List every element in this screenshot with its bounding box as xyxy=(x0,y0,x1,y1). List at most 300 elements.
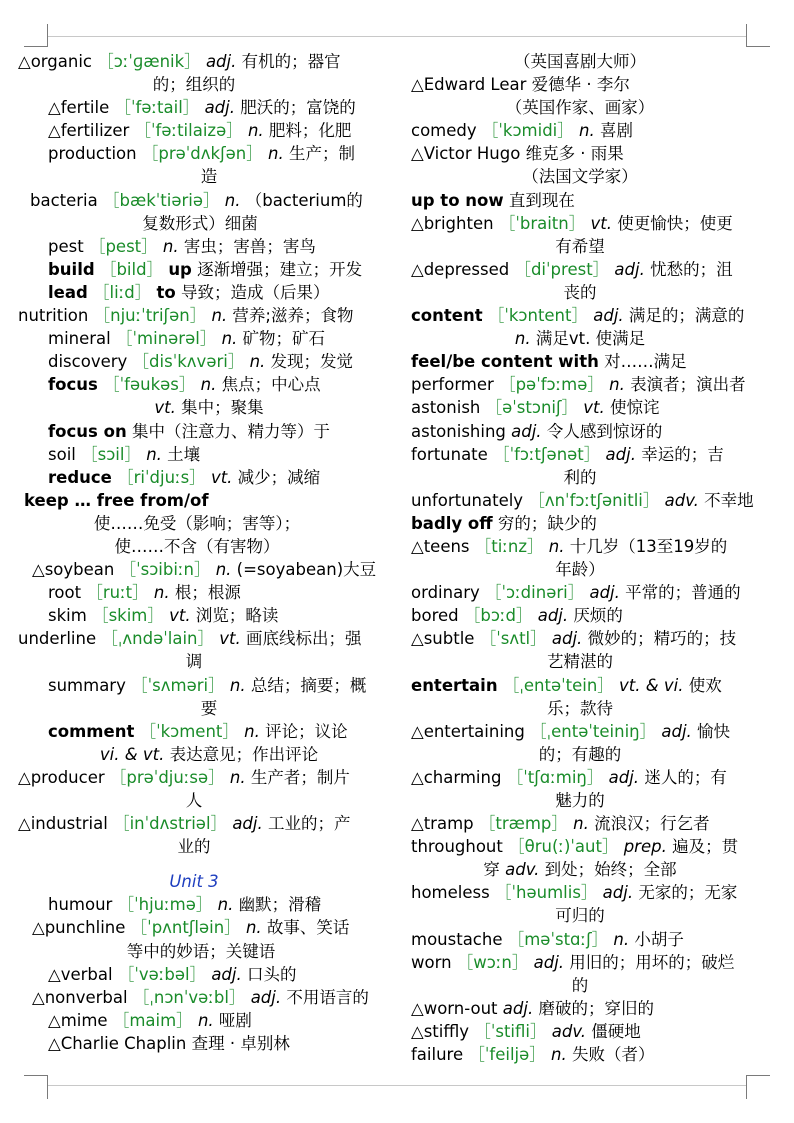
definition: 减少；减缩 xyxy=(237,467,321,487)
definition: 平常的；普通的 xyxy=(625,583,741,603)
part-of-speech: adj. xyxy=(511,421,542,441)
definition-continued xyxy=(411,327,749,350)
definition: 肥沃的；富饶的 xyxy=(240,98,356,118)
entry-head xyxy=(411,883,737,902)
part-of-speech: adj. xyxy=(602,883,634,903)
triangle-icon: △ xyxy=(48,1010,61,1030)
headword: unfortunately xyxy=(411,490,524,510)
entry-head xyxy=(30,191,363,210)
entry-head xyxy=(411,814,710,833)
part-of-speech: adj. xyxy=(614,259,645,279)
part-of-speech: adj. xyxy=(204,98,235,118)
definition: 使更愉快；使更 xyxy=(617,213,733,233)
crop-mark-bottom-left-v xyxy=(47,1075,48,1099)
part-of-speech: vt. & vi. xyxy=(619,675,684,695)
phonetic: ［bɔːd］ xyxy=(463,606,533,626)
entry-head xyxy=(48,237,316,256)
definition: 总结；摘要；概 xyxy=(250,675,367,695)
phonetic: ［ˈfəːtilaizə］ xyxy=(134,121,243,141)
headword: production xyxy=(48,144,137,164)
definition-continued xyxy=(411,558,749,581)
headword: nutrition xyxy=(18,306,89,326)
definition: 逐渐增强；建立；开发 xyxy=(197,259,363,279)
headword: throughout xyxy=(411,837,503,857)
headword: industrial xyxy=(30,814,108,834)
definition: 幽默；滑稽 xyxy=(238,895,322,915)
headword: performer xyxy=(411,375,494,395)
entry-head xyxy=(48,676,366,695)
definition: 满足的；满意的 xyxy=(628,306,745,326)
definition-continued xyxy=(411,281,749,304)
phonetic: ［ʌnˈfɔːtʃənitli］ xyxy=(528,490,660,510)
headword-particle: up xyxy=(168,259,192,279)
part-of-speech: n. xyxy=(245,918,262,938)
definition: 僵硬地 xyxy=(591,1021,641,1041)
part-of-speech: adj. xyxy=(205,52,237,71)
entry-head xyxy=(411,144,624,163)
definition: 有机的；器官 xyxy=(241,52,341,71)
entry-mineral xyxy=(18,327,370,350)
phonetic: ［disˈkʌvəri］ xyxy=(132,352,245,372)
definition-continued xyxy=(18,789,370,812)
entry-head xyxy=(411,722,730,741)
headword: comment xyxy=(48,721,135,741)
entry-head xyxy=(18,306,353,325)
part-of-speech: n. xyxy=(613,929,630,949)
headword: pest xyxy=(48,236,84,256)
definition: 发现；发觉 xyxy=(270,352,354,372)
entry-organic xyxy=(18,50,370,96)
crop-mark-top-right-h xyxy=(746,46,770,47)
headword: moustache xyxy=(411,929,503,949)
entry-performer xyxy=(411,373,749,396)
entry-head xyxy=(18,814,350,833)
entry-content xyxy=(411,304,749,350)
headword: entertaining xyxy=(423,721,525,741)
entry-summary xyxy=(18,674,370,720)
phonetic: ［ˈfəukəs］ xyxy=(103,375,196,395)
headword: skim xyxy=(48,606,87,626)
definition-continued xyxy=(411,743,749,766)
entry-entertain xyxy=(411,674,749,720)
phonetic: ［maim］ xyxy=(112,1010,193,1030)
entry-humour xyxy=(18,893,370,916)
headword: producer xyxy=(30,767,105,787)
entry-moustache xyxy=(411,928,749,951)
definition: 根；根源 xyxy=(174,583,241,603)
entry-entertaining xyxy=(411,720,749,766)
definition: 哑剧 xyxy=(218,1010,252,1030)
phonetic: ［ˈstifli］ xyxy=(474,1021,547,1041)
part-of-speech: adj. xyxy=(593,306,624,326)
triangle-icon: △ xyxy=(411,767,424,787)
entry-head xyxy=(411,306,744,325)
phonetic: ［ˈsɔibiːn］ xyxy=(119,560,211,580)
definition-2: 表达意见；作出评论 xyxy=(169,744,319,764)
phonetic: ［ˈminərəl］ xyxy=(116,329,217,349)
part-of-speech: vt. xyxy=(583,398,605,418)
continued-line: （英国喜剧大师） xyxy=(514,52,646,71)
triangle-icon: △ xyxy=(48,1033,61,1053)
headword: failure xyxy=(411,1045,464,1065)
entry-unfortunately xyxy=(411,489,754,512)
definition: 遍及；贯 xyxy=(672,837,739,857)
entry-head xyxy=(411,398,660,417)
entry-head xyxy=(24,491,209,510)
crop-mark-bottom-right-h xyxy=(746,1075,770,1076)
entry-head xyxy=(411,837,738,856)
phonetic: ［ˈsʌtl］ xyxy=(479,629,547,649)
part-of-speech: adj. xyxy=(661,721,692,741)
headword: astonishing xyxy=(411,421,506,441)
headword: Edward Lear xyxy=(423,75,527,95)
entry-homeless xyxy=(411,881,749,927)
entry-head xyxy=(411,121,633,140)
top-rule xyxy=(48,36,746,37)
entry-head xyxy=(411,930,684,949)
phonetic: ［əˈstɔniʃ］ xyxy=(485,398,579,418)
phonetic: ［ˈvəːbəl］ xyxy=(117,964,207,984)
headword: Victor Hugo xyxy=(423,144,521,164)
triangle-icon: △ xyxy=(411,259,424,279)
definition: 查理 · 卓别林 xyxy=(191,1033,290,1053)
entry-fertile xyxy=(18,96,370,119)
headword: lead xyxy=(48,282,88,302)
part-of-speech: n. xyxy=(215,560,232,580)
headword: reduce xyxy=(48,467,112,487)
definition-2: 乐；款待 xyxy=(547,698,613,718)
entry-pest xyxy=(18,235,370,258)
definition: 对……满足 xyxy=(604,352,687,372)
definition-continued xyxy=(24,512,370,535)
definition-2: 人 xyxy=(185,791,203,810)
definition-continued xyxy=(48,697,370,720)
definition-2: 等中的妙语；关键语 xyxy=(126,941,276,961)
definition: 口头的 xyxy=(246,964,297,984)
definition: 焦点；中心点 xyxy=(221,375,321,395)
headword: stiffly xyxy=(423,1021,470,1041)
definition-2: 使……免受（影响；害等）； xyxy=(93,513,301,533)
headword: build xyxy=(48,259,95,279)
definition: 表演者；演出者 xyxy=(630,375,746,395)
phonetic: ［wɔːn］ xyxy=(456,952,529,972)
triangle-icon: △ xyxy=(411,1021,424,1041)
part-of-speech: adj. xyxy=(502,998,534,1018)
headword: homeless xyxy=(411,883,490,903)
definition: 维克多 · 雨果 xyxy=(525,144,624,164)
entry-head xyxy=(48,1011,252,1030)
headword: subtle xyxy=(423,629,475,649)
entry-head xyxy=(411,214,733,233)
definition: 评论；议论 xyxy=(265,721,348,741)
part-of-speech: n. xyxy=(268,144,284,164)
part-of-speech: n. xyxy=(153,583,170,603)
triangle-icon: △ xyxy=(18,767,31,787)
entry-lead-to xyxy=(18,281,370,304)
definition-2: 要 xyxy=(200,698,218,718)
definition-continued xyxy=(411,858,749,881)
definition: 工业的；产 xyxy=(267,814,351,834)
entry-tramp xyxy=(411,812,749,835)
headword: fertilizer xyxy=(60,121,130,141)
definition: 流浪汉；行乞者 xyxy=(594,814,710,834)
entry-failure xyxy=(411,1043,749,1066)
definition: 令人感到惊讶的 xyxy=(546,421,663,441)
phonetic: ［træmp］ xyxy=(478,814,568,834)
part-of-speech: n. xyxy=(162,236,179,256)
definition-2: 业的 xyxy=(177,837,211,857)
entry-worn xyxy=(411,951,749,997)
definition-2: 满足vt. 使满足 xyxy=(535,329,646,349)
phonetic: ［θru(ː)ˈaut］ xyxy=(508,837,619,857)
phonetic: ［ˈtʃɑːmiŋ］ xyxy=(506,767,604,787)
phonetic: ［prəˈdʌkʃən］ xyxy=(141,144,263,164)
headword: content xyxy=(411,306,483,326)
definition: 失败（者） xyxy=(571,1045,655,1065)
entry-charming xyxy=(411,766,749,812)
definition: 直到现在 xyxy=(508,190,575,210)
definition: 集中（注意力、精力等）于 xyxy=(131,421,330,441)
headword-particle: to xyxy=(156,282,176,302)
left-column xyxy=(18,50,377,1055)
definition-2: （法国文学家） xyxy=(522,167,638,187)
entry-head xyxy=(411,606,623,625)
part-of-speech-2: adv. xyxy=(505,860,540,880)
entry-industrial xyxy=(18,812,370,858)
headword: nonverbal xyxy=(44,987,128,1007)
headword: tramp xyxy=(423,814,474,834)
entry-comedy xyxy=(411,119,749,142)
entry-head xyxy=(48,583,241,602)
entry-head xyxy=(48,895,321,914)
definition-2: 有希望 xyxy=(555,236,605,256)
entry-head xyxy=(48,1034,290,1053)
entry-head xyxy=(411,676,722,695)
triangle-icon: △ xyxy=(411,144,424,164)
entry-head xyxy=(18,768,350,787)
part-of-speech: n. xyxy=(249,352,266,372)
unit-heading: Unit 3 xyxy=(169,872,219,892)
headword: worn-out xyxy=(423,998,498,1018)
part-of-speech: n. xyxy=(579,121,595,141)
headword: humour xyxy=(48,895,113,915)
definition-2: 造 xyxy=(200,167,218,187)
definition-2: 复数形式）细菌 xyxy=(142,213,258,233)
entry-underline xyxy=(18,627,370,673)
definition: 小胡子 xyxy=(634,929,684,949)
entry-fortunate xyxy=(411,443,749,489)
entry-worn-out xyxy=(411,997,749,1020)
entry-head xyxy=(48,375,321,394)
entry-head xyxy=(48,422,330,441)
phonetic: ［skim］ xyxy=(92,606,164,626)
definition-2: 的 xyxy=(571,975,589,995)
part-of-speech: n. xyxy=(221,329,238,349)
entry-nutrition xyxy=(18,304,370,327)
entry-lear xyxy=(411,73,749,119)
phonetic: ［ˈsʌməri］ xyxy=(131,675,225,695)
phonetic: ［tiːnz］ xyxy=(474,536,544,556)
headword: mime xyxy=(60,1010,108,1030)
headword: entertain xyxy=(411,675,498,695)
triangle-icon: △ xyxy=(48,121,61,141)
phonetic: ［ˌnɔnˈvəːbl］ xyxy=(132,987,246,1007)
definition: 磨破的；穿旧的 xyxy=(538,998,654,1018)
entry-head xyxy=(32,918,349,937)
entry-head xyxy=(48,606,278,625)
headword: badly off xyxy=(411,513,493,533)
definition: 生产者；制片 xyxy=(250,767,350,787)
phonetic: ［inˈdʌstriəl］ xyxy=(113,814,228,834)
part-of-speech: vt. xyxy=(590,213,612,233)
entry-head xyxy=(411,629,736,648)
definition-2: 调 xyxy=(185,652,203,672)
part-of-speech: n. xyxy=(224,190,241,210)
phonetic: ［ɔːˈɡænik］ xyxy=(97,52,201,71)
definition-continued xyxy=(18,650,370,673)
triangle-icon: △ xyxy=(411,814,424,834)
entry-subtle xyxy=(411,627,749,673)
entry-head xyxy=(48,98,356,117)
phonetic: ［ˈbraitn］ xyxy=(498,213,586,233)
definition: 微妙的；精巧的；技 xyxy=(587,629,737,649)
entry-teens xyxy=(411,535,749,581)
entry-head xyxy=(48,121,351,140)
definition: 喜剧 xyxy=(599,121,633,141)
entry-head xyxy=(48,468,320,487)
phonetic: ［bækˈtiəriə］ xyxy=(103,190,220,210)
headword: focus xyxy=(48,375,98,395)
entry-head xyxy=(411,445,724,464)
triangle-icon: △ xyxy=(411,629,424,649)
part-of-speech: n. xyxy=(551,1045,567,1065)
entry-head xyxy=(411,953,734,972)
phonetic: ［riˈdjuːs］ xyxy=(117,467,206,487)
definition-2: 的；组织的 xyxy=(152,75,236,95)
entry-mime xyxy=(18,1009,370,1032)
vocab-list-part-1 xyxy=(18,50,377,858)
headword: root xyxy=(48,583,82,603)
definition: 使欢 xyxy=(688,675,722,695)
definition-continued xyxy=(18,73,370,96)
definition-2: 年龄） xyxy=(555,560,605,580)
definition: 肥料；化肥 xyxy=(268,121,352,141)
entry-head xyxy=(48,352,353,371)
phonetic: ［diˈprest］ xyxy=(514,259,610,279)
phonetic: ［ˌʌndəˈlain］ xyxy=(101,629,215,649)
part-of-speech: adj. xyxy=(589,583,620,603)
definition-2: 的；有趣的 xyxy=(538,744,622,764)
phonetic: ［ˌentəˈteiniŋ］ xyxy=(530,721,657,741)
phonetic: ［ˈfəːtail］ xyxy=(114,98,200,118)
definition: 营养;滋养；食物 xyxy=(232,306,354,326)
definition-continued xyxy=(32,940,370,963)
part-of-speech: adj. xyxy=(551,629,583,649)
triangle-icon: △ xyxy=(411,213,424,233)
triangle-icon: △ xyxy=(32,987,45,1007)
entry-head xyxy=(411,75,630,94)
phonetic: ［sɔil］ xyxy=(81,444,141,464)
headword: bored xyxy=(411,606,459,626)
entry-head xyxy=(48,965,296,984)
definition-continued xyxy=(411,466,749,489)
headword: soil xyxy=(48,444,76,464)
entry-hugo xyxy=(411,142,749,188)
entry-head xyxy=(32,988,369,1007)
definition: 幸运的；吉 xyxy=(641,444,724,464)
entry-feel-content xyxy=(411,350,749,373)
headword: keep … free from/of xyxy=(24,490,209,510)
entry-producer xyxy=(18,766,370,812)
entry-head xyxy=(411,583,741,602)
definition-continued xyxy=(30,212,370,235)
crop-mark-bottom-left-h xyxy=(24,1075,48,1076)
headword: focus on xyxy=(48,421,127,441)
part-of-speech: n. xyxy=(197,1010,214,1030)
entry-chaplin xyxy=(18,1032,370,1055)
entry-head xyxy=(32,560,376,579)
definition: 土壤 xyxy=(167,444,201,464)
part-of-speech: adj. xyxy=(211,964,242,984)
headword: feel/be content with xyxy=(411,352,599,372)
definition: 不用语言的 xyxy=(286,987,369,1007)
entry-head xyxy=(48,445,200,464)
entry-reduce xyxy=(18,466,370,489)
definition-continued xyxy=(411,697,749,720)
definition-continued xyxy=(18,835,370,858)
entry-fertilizer xyxy=(18,119,370,142)
entry-keep-free xyxy=(18,489,370,558)
part-of-speech: adj. xyxy=(608,767,640,787)
definition: 爱德华 · 李尔 xyxy=(531,75,630,95)
part-of-speech: n. xyxy=(200,375,217,395)
bottom-rule xyxy=(48,1085,746,1086)
headword: astonish xyxy=(411,398,481,418)
phonetic: ［məˈstɑːʃ］ xyxy=(507,929,609,949)
entry-head xyxy=(411,537,727,556)
definition-continued xyxy=(48,396,370,419)
entry-head xyxy=(411,422,662,441)
phonetic: ［liːd］ xyxy=(93,282,152,302)
phonetic: ［pəˈfɔːmə］ xyxy=(499,375,604,395)
headword: worn xyxy=(411,952,452,972)
definition: 画底线标出；强 xyxy=(246,629,362,649)
part-of-speech: n. xyxy=(548,536,565,556)
definition-3: 使……不含（有害物） xyxy=(114,536,280,556)
triangle-icon: △ xyxy=(48,964,61,984)
phonetic: ［njuːˈtriʃən］ xyxy=(93,306,207,326)
phonetic: ［ˈkɔment］ xyxy=(139,721,239,741)
entry-build-up xyxy=(18,258,370,281)
definition-continued xyxy=(411,904,749,927)
entry-punchline xyxy=(18,916,370,962)
triangle-icon: △ xyxy=(32,918,45,938)
phonetic: ［prəˈdjuːsə］ xyxy=(109,767,225,787)
headword: discovery xyxy=(48,352,128,372)
entry-head xyxy=(48,260,362,279)
phonetic: ［ˈɔːdinəri］ xyxy=(485,583,585,603)
part-of-speech: vt. xyxy=(169,606,191,626)
definition-2: 到处；始终；全部 xyxy=(544,860,677,880)
entry-head xyxy=(48,283,329,302)
triangle-icon: △ xyxy=(411,75,424,95)
entry-head xyxy=(411,260,733,279)
headword: verbal xyxy=(60,964,113,984)
definition: 迷人的；有 xyxy=(644,767,727,787)
entry-head xyxy=(48,722,348,741)
part-of-speech: n. xyxy=(244,721,260,741)
definition-continued xyxy=(48,743,370,766)
